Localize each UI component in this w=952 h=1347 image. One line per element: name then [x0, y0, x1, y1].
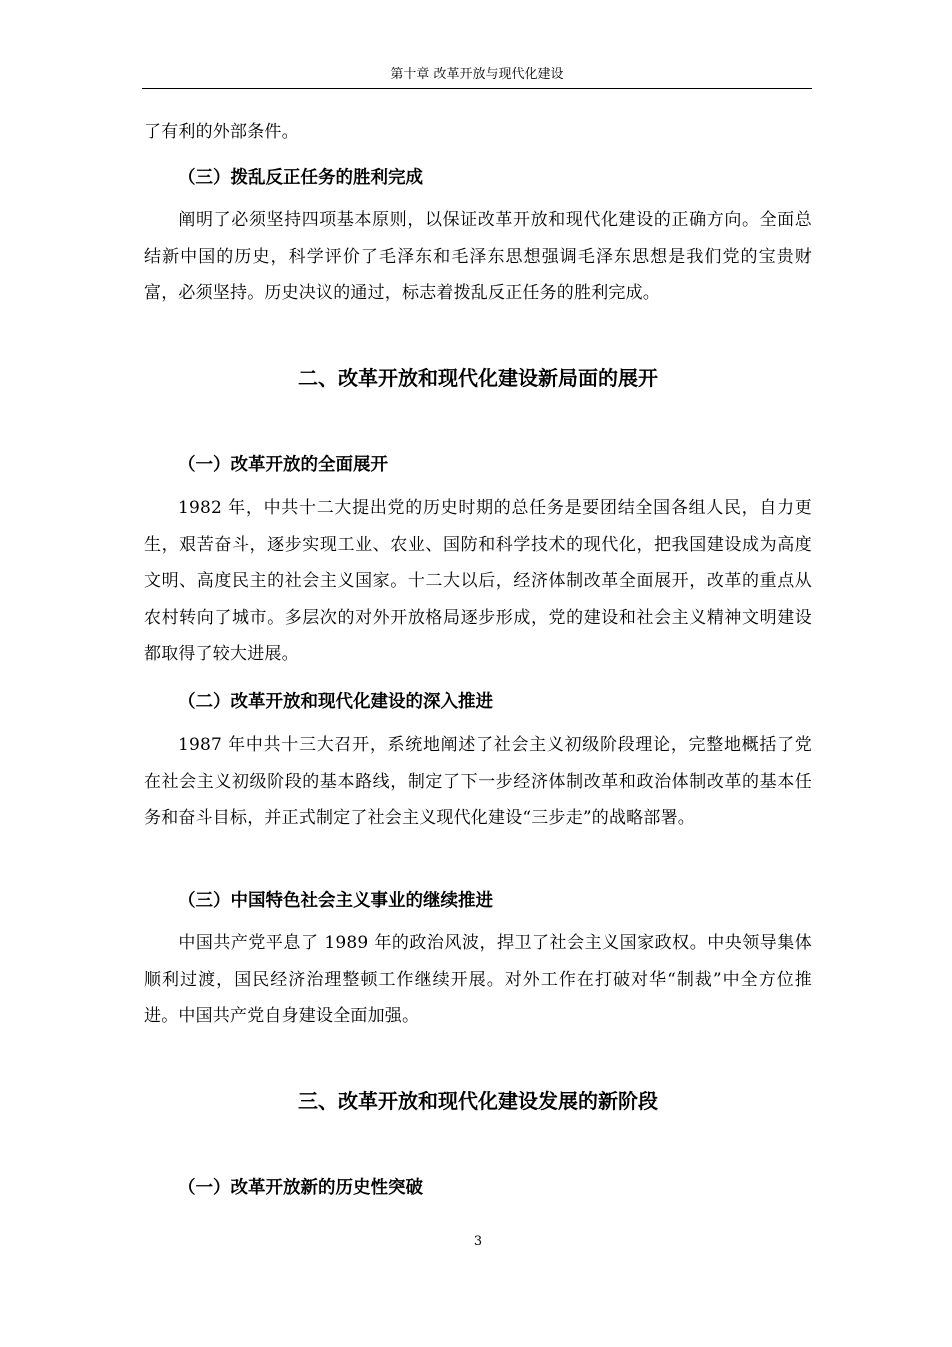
section-heading-2: 二、改革开放和现代化建设新局面的展开 — [298, 366, 658, 390]
subheading-boluan-fanzheng: （三）拨乱反正任务的胜利完成 — [178, 168, 423, 188]
paragraph-2-3: 中国共产党平息了 1989 年的政治风波，捍卫了社会主义国家政权。中央领导集体顺利过渡，国民经济治理整顿工作继续开展。对外工作在打破对华“制裁”中全方位推进。中国共产党自身建设全面加强。 — [144, 933, 812, 1026]
subheading-2-1: （一）改革开放的全面展开 — [178, 455, 388, 475]
page-number: 3 — [473, 1234, 483, 1249]
paragraph-boluan-fanzheng: 阐明了必须坚持四项基本原则，以保证改革开放和现代化建设的正确方向。全面总结新中国的历史，科学评价了毛泽东和毛泽东思想强调毛泽东思想是我们党的宝贵财富，必须坚持。历史决议的通过，标志着拨乱反正任务的胜利完成。 — [144, 210, 812, 303]
subheading-2-3: （三）中国特色社会主义事业的继续推进 — [178, 891, 493, 911]
chapter-title: 第十章 改革开放与现代化建设 — [390, 67, 564, 82]
paragraph-2-1: 1982 年，中共十二大提出党的历史时期的总任务是要团结全国各组人民，自力更生，艰苦奋斗，逐步实现工业、农业、国防和科学技术的现代化，把我国建设成为高度文明、高度民主的社会主义国家。十二大以后，经济体制改革全面展开，改革的重点从农村转向了城市。多层次的对外开放格局逐步形成，党的建设和社会主义精神文明建设都取得了较大进展。 — [144, 498, 812, 664]
section-heading-3: 三、改革开放和现代化建设发展的新阶段 — [298, 1089, 658, 1113]
paragraph-continuation: 了有利的外部条件。 — [144, 122, 299, 142]
paragraph-2-2: 1987 年中共十三大召开，系统地阐述了社会主义初级阶段理论，完整地概括了党在社会主义初级阶段的基本路线，制定了下一步经济体制改革和政治体制改革的基本任务和奋斗目标，并正式制定了社会主义现代化建设“三步走”的战略部署。 — [144, 735, 812, 828]
subheading-3-1: （一）改革开放新的历史性突破 — [178, 1178, 423, 1198]
running-header — [142, 64, 812, 89]
subheading-2-2: （二）改革开放和现代化建设的深入推进 — [178, 692, 493, 712]
